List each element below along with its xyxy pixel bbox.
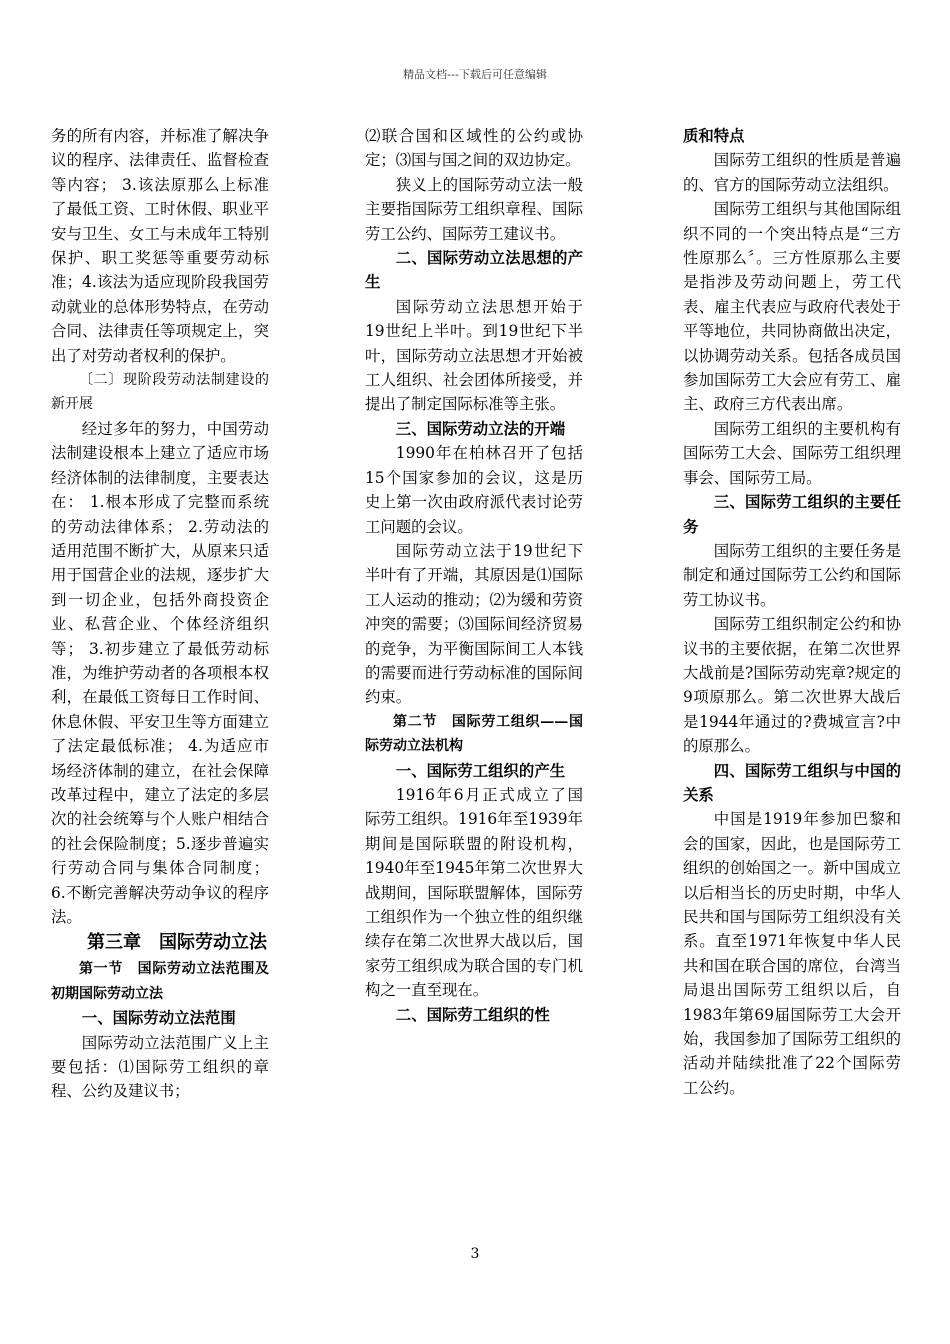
column-1 <box>51 124 269 1104</box>
section-title: 第一节 国际劳动立法范围及初期国际劳动立法 <box>51 961 269 1002</box>
column-3 <box>683 124 901 1100</box>
paragraph: 经过多年的努力，中国劳动法制建设根本上建立了适应市场经济体制的法律制度，主要表达在： 1.根本形成了完整而系统的劳动法律体系； 2.劳动法的适用范围不断扩大，从原来只适用于国营企业的法规，逐步扩大到一切企业，包括外商投资企业、私营企业、个体经济组织等； 3.初步建立了最低劳动标准，为维护劳动者的各项根本权利，在最低工资每日工作时间、休息休假、平安卫生等方面建立了法定最低标准； 4.为适应市场经济体制的建立，在社会保障改革过程中，建立了法定的多层次的社会统筹与个人账户相结合的社会保险制度；5.逐步普遍实行劳动合同与集体合同制度； 6.不断完善解决劳动争议的程序法。 <box>51 419 269 926</box>
paragraph: 国际劳动立法范围广义上主要包括：⑴国际劳工组织的章程、公约及建议书； <box>51 1033 269 1101</box>
heading: 二、国际劳动立法思想的产生 <box>365 249 583 292</box>
page-number: 3 <box>470 1246 480 1262</box>
paragraph: 国际劳工组织的主要任务是制定和通过国际劳工公约和国际劳工协议书。 <box>683 541 901 609</box>
paragraph: 国际劳动立法思想开始于19世纪上半叶。到19世纪下半叶，国际劳动立法思想才开始被工人组织、社会团体所接受，并提出了制定国际标准等主张。 <box>365 297 583 414</box>
paragraph: ⑵联合国和区域性的公约或协定；⑶国与国之间的双边协定。 <box>365 127 583 170</box>
paragraph: 国际劳动立法于19世纪下半叶有了开端，其原因是⑴国际工人运动的推动；⑵为缓和劳资冲突的需要；⑶国际间经济贸易的竞争，为平衡国际间工人本钱的需要而进行劳动标准的国际间约束。 <box>365 541 583 707</box>
paragraph: 务的所有内容，并标准了解决争议的程序、法律责任、监督检查等内容； 3.该法原那么上标准了最低工资、工时休假、职业平安与卫生、女工与未成年工特别保护、职工奖惩等重要劳动标准；4.该法为适应现阶段我国劳动就业的总体形势特点，在劳动合同、法律责任等项规定上，突出了对劳动者权利的保护。 <box>51 127 269 365</box>
heading: 二、国际劳工组织的性 <box>395 1005 550 1024</box>
paragraph: 国际劳工组织与其他国际组织不同的一个突出特点是“三方性原那么〞。三方性原那么主要是指涉及劳动问题上，劳工代表、雇主代表应与政府代表处于平等地位，共同协商做出决定，以协调劳动关系。包括各成员国参加国际劳工大会应有劳工、雇主、政府三方代表出席。 <box>683 200 901 414</box>
chapter-title: 第三章 国际劳动立法 <box>87 932 267 954</box>
heading: 一、国际劳工组织的产生 <box>395 761 566 780</box>
paragraph: 1990年在柏林召开了包括15个国家参加的会议，这是历史上第一次由政府派代表讨论劳工问题的会议。 <box>365 444 583 536</box>
paragraph: 狭义上的国际劳动立法一般主要指国际劳工组织章程、国际劳工公约、国际劳工建议书。 <box>365 175 583 243</box>
paragraph: 国际劳工组织的性质是普遍的、官方的国际劳动立法组织。 <box>683 151 901 194</box>
subheading: 〔二〕现阶段劳动法制建设的新开展 <box>51 372 269 413</box>
section-title: 第二节 国际劳工组织——国际劳动立法机构 <box>365 713 583 755</box>
paragraph: 1916年6月正式成立了国际劳工组织。1916年至1939年期间是国际联盟的附设机构，1940年至1945年第二次世界大战期间，国际联盟解体，国际劳工组织作为一个独立性的组织继续存在第二次世界大战以后，国家劳工组织成为联合国的专门机构之一直至现在。 <box>365 785 583 1000</box>
heading: 三、国际劳动立法的开端 <box>395 419 566 438</box>
page-header: 精品文档---下载后可任意编辑 <box>403 68 547 81</box>
column-2 <box>365 124 583 1027</box>
heading: 四、国际劳工组织与中国的关系 <box>683 761 901 804</box>
heading: 三、国际劳工组织的主要任务 <box>683 493 901 536</box>
paragraph: 国际劳工组织制定公约和协议书的主要依据，在第二次世界大战前是?国际劳动宪章?规定的9项原那么。第二次世界大战后是1944年通过的?费城宣言?中的原那么。 <box>683 615 901 756</box>
heading: 质和特点 <box>683 127 745 145</box>
paragraph: 国际劳工组织的主要机构有国际劳工大会、国际劳工组织理事会、国际劳工局。 <box>683 419 901 487</box>
paragraph: 中国是1919年参加巴黎和会的国家，因此，也是国际劳工组织的创始国之一。新中国成立以后相当长的历史时期，中华人民共和国与国际劳工组织没有关系。直至1971年恢复中华人民共和国在联合国的席位，台湾当局退出国际劳工组织以后，自1983年第69届国际劳工大会开始，我国参加了国际劳工组织的活动并陆续批准了22个国际劳工公约。 <box>683 810 901 1097</box>
heading: 一、国际劳动立法范围 <box>81 1009 236 1028</box>
